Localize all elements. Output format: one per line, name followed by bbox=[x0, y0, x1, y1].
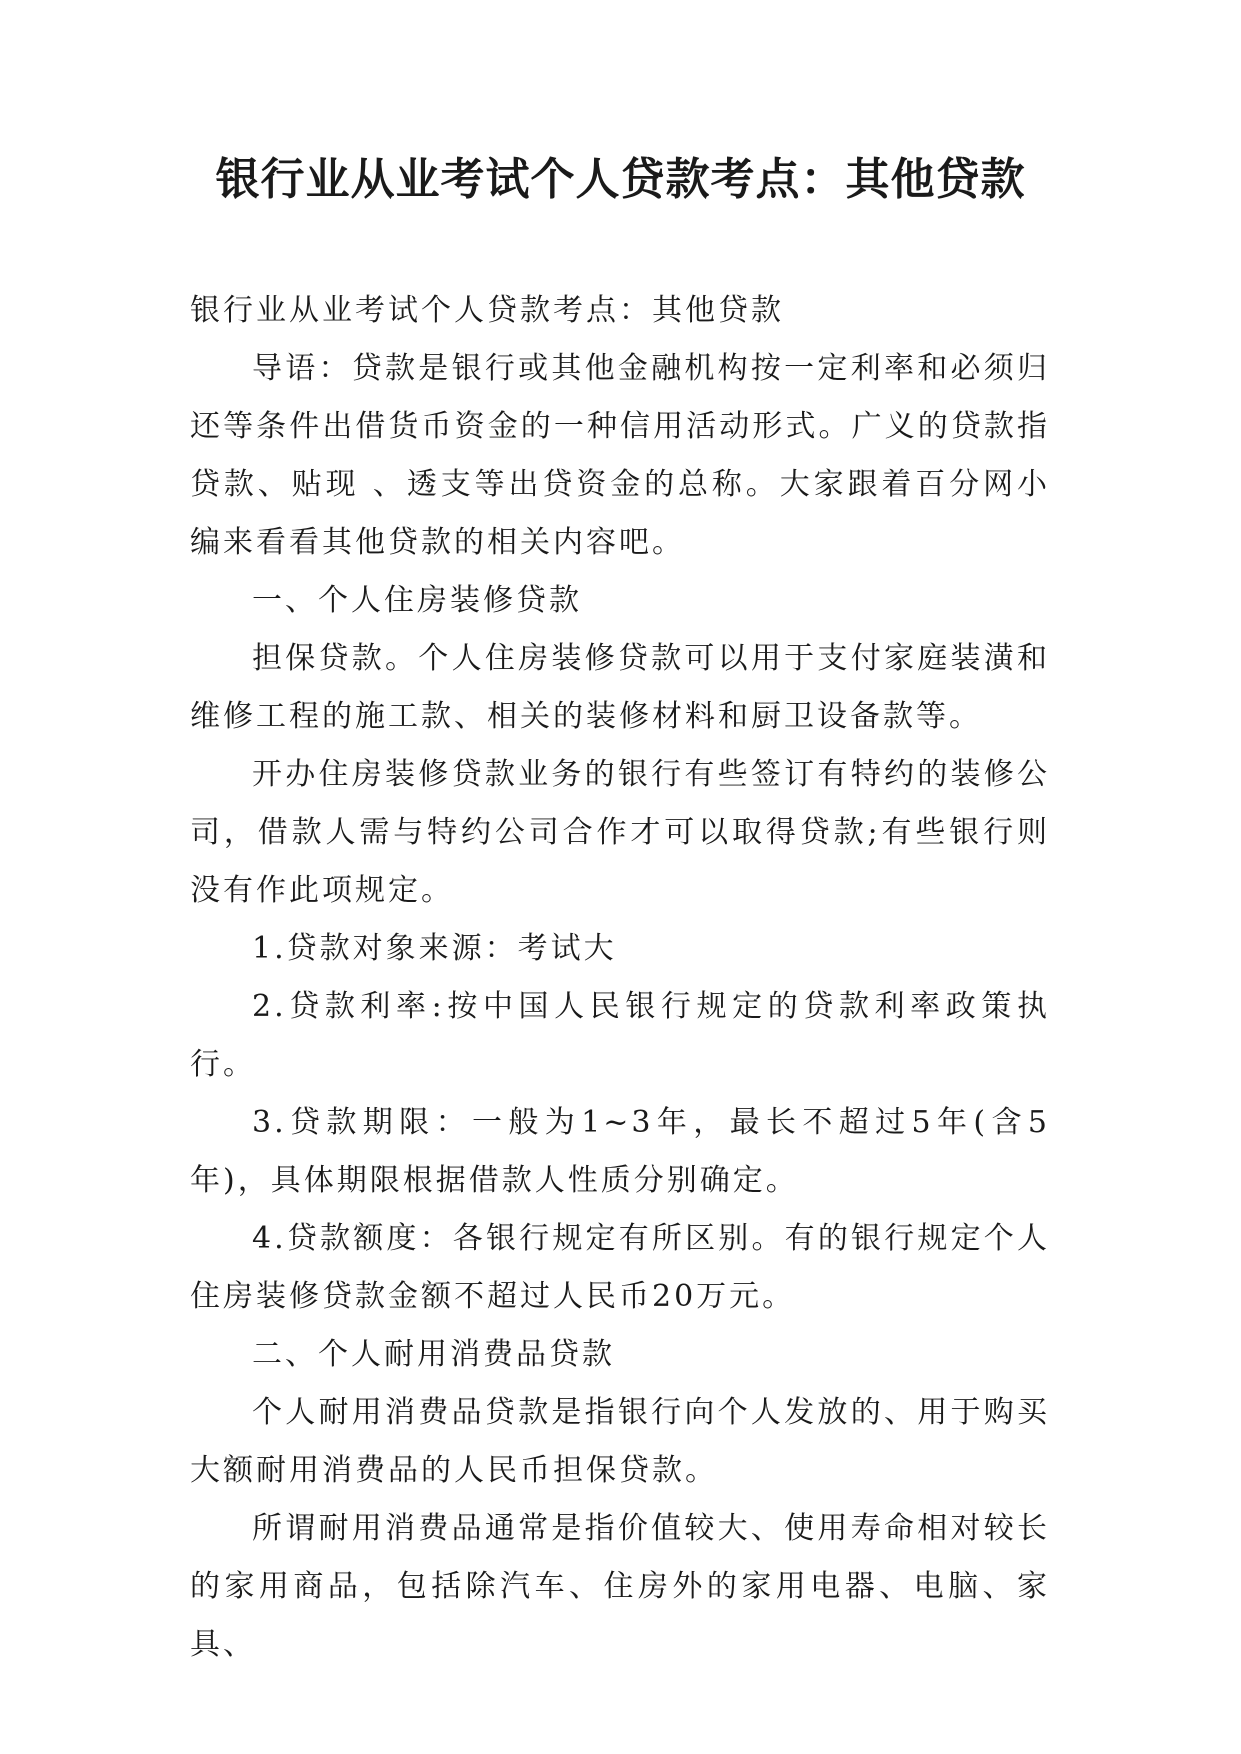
body-paragraph: 个人耐用消费品贷款是指银行向个人发放的、用于购买大额耐用消费品的人民币担保贷款。 bbox=[190, 1395, 1050, 1488]
body-paragraph: 一、个人住房装修贷款 bbox=[252, 583, 582, 618]
body-paragraph: 所谓耐用消费品通常是指价值较大、使用寿命相对较长的家用商品，包括除汽车、住房外的家用电器、电脑、家具、 bbox=[190, 1511, 1050, 1662]
document-title: 银行业从业考试个人贷款考点：其他贷款 bbox=[215, 154, 1026, 205]
document-body bbox=[190, 282, 1050, 1674]
body-paragraph: 二、个人耐用消费品贷款 bbox=[252, 1337, 615, 1372]
body-paragraph: 2.贷款利率:按中国人民银行规定的贷款利率政策执行。 bbox=[190, 989, 1050, 1082]
body-paragraph: 4.贷款额度：各银行规定有所区别。有的银行规定个人住房装修贷款金额不超过人民币20万元。 bbox=[190, 1221, 1050, 1314]
body-paragraph: 担保贷款。个人住房装修贷款可以用于支付家庭装潢和维修工程的施工款、相关的装修材料和厨卫设备款等。 bbox=[190, 641, 1050, 734]
body-paragraph: 开办住房装修贷款业务的银行有些签订有特约的装修公司，借款人需与特约公司合作才可以取得贷款;有些银行则没有作此项规定。 bbox=[190, 757, 1050, 908]
body-paragraph: 银行业从业考试个人贷款考点：其他贷款 bbox=[190, 293, 784, 328]
body-paragraph: 导语：贷款是银行或其他金融机构按一定利率和必须归还等条件出借货币资金的一种信用活动形式。广义的贷款指贷款、贴现 、透支等出贷资金的总称。大家跟着百分网小编来看看其他贷款的相关内容吧。 bbox=[190, 351, 1050, 560]
body-paragraph: 3.贷款期限：一般为1~3年，最长不超过5年(含5年)，具体期限根据借款人性质分别确定。 bbox=[190, 1105, 1050, 1198]
body-paragraph: 1.贷款对象来源：考试大 bbox=[252, 931, 617, 966]
